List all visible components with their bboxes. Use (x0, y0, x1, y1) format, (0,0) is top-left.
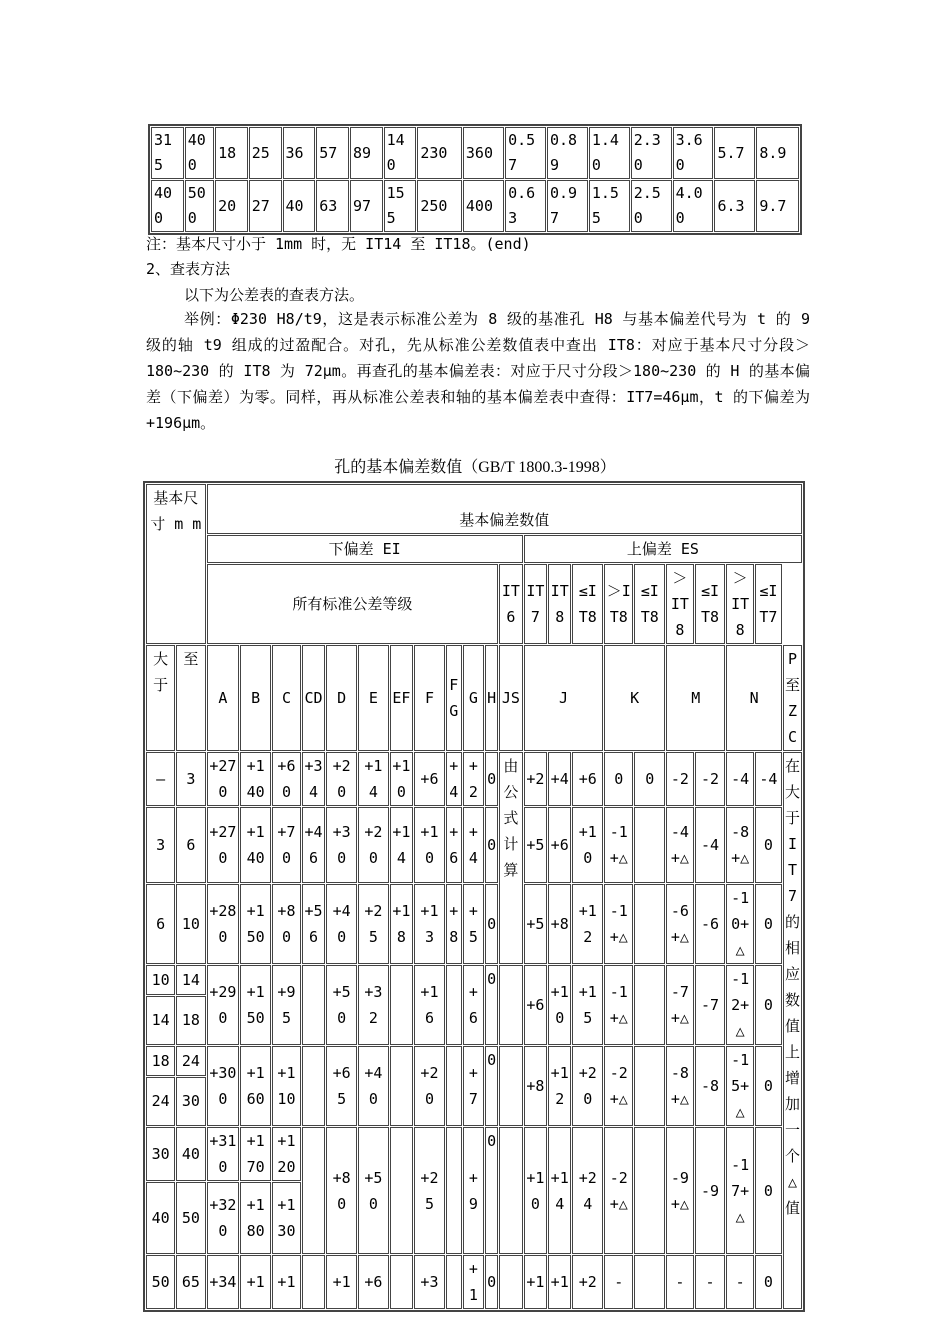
table-cell: 0 (485, 807, 498, 883)
table-cell (446, 1255, 462, 1309)
table-cell: +270 (207, 807, 240, 883)
table-cell: 3 (176, 752, 205, 806)
table-cell: +4 (446, 752, 462, 806)
table-cell: +12 (548, 1046, 571, 1126)
header-row (146, 645, 802, 751)
header-grade: ≤IT8 (634, 564, 665, 644)
table-cell: 40 (176, 1127, 205, 1181)
header-row (146, 564, 802, 644)
table-cell: 140 (384, 127, 417, 179)
table-cell: -6+△ (666, 884, 693, 964)
table-cell (499, 1046, 523, 1126)
table-cell: - (666, 1255, 693, 1309)
header-grade: ≤IT7 (755, 564, 782, 644)
table-cell: +24 (572, 1127, 603, 1254)
table-cell: -1+△ (604, 884, 633, 964)
header-letter: J (524, 645, 603, 751)
table-cell (446, 1046, 462, 1126)
table-cell: 18 (176, 996, 205, 1045)
header-letter: CD (302, 645, 325, 751)
table-cell: 0 (485, 1255, 498, 1309)
table-cell: 400 (185, 127, 214, 179)
table-cell: — (146, 752, 175, 806)
table-cell: 315 (151, 127, 184, 179)
table-cell: +95 (272, 965, 301, 1045)
table-row (146, 752, 802, 806)
table-cell: +6 (358, 1255, 389, 1309)
header-all-grades: 所有标准公差等级 (207, 564, 499, 644)
table-cell: +1 (524, 1255, 547, 1309)
header-letter: H (485, 645, 498, 751)
table-cell: 0 (755, 1127, 782, 1254)
header-grade: IT7 (524, 564, 547, 644)
table-cell: +10 (524, 1127, 547, 1254)
header-grade: ＞IT8 (726, 564, 753, 644)
table-cell: 4.00 (673, 180, 714, 232)
table-cell: -9+△ (666, 1127, 693, 1254)
table-cell: +320 (207, 1182, 240, 1254)
table-cell: +10 (414, 807, 445, 883)
table-cell: 50 (176, 1182, 205, 1254)
example-paragraph: 举例：Φ230 H8/t9，这是表示标准公差为 8 级的基准孔 H8 与基本偏差代号为 t 的 9 级的轴 t9 组成的过盈配合。对孔，先从标准公差数值表中查出 IT8：对应于基本尺寸分段＞180~230 的 IT8 为 72μm。再查孔的基本偏差表：对应于尺寸分段＞180~230 的 H 的基本偏差（下偏差）为零。同样，再从标准公差表和轴的基本偏差表中查得：IT7=46μm，t 的下偏差为+196μm。 (146, 310, 810, 432)
table-cell: +14 (390, 807, 413, 883)
table-cell: -1+△ (604, 965, 633, 1045)
table-cell (499, 1255, 523, 1309)
hole-deviation-table (143, 481, 805, 1312)
table-cell: 63 (316, 180, 349, 232)
table-cell: - (695, 1255, 726, 1309)
table-cell: +1 (326, 1255, 357, 1309)
table-cell: 0.97 (547, 180, 588, 232)
table-cell: +20 (326, 752, 357, 806)
table-cell: +5 (524, 807, 547, 883)
table-cell: +65 (326, 1046, 357, 1126)
table-cell: +5 (524, 884, 547, 964)
table-cell (634, 807, 665, 883)
table-cell: -17+△ (726, 1127, 753, 1254)
table-cell: +70 (272, 807, 301, 883)
table-cell: +150 (240, 884, 271, 964)
table-cell: -8 (695, 1046, 726, 1126)
table-cell: +8 (446, 884, 462, 964)
table-cell: 5.7 (714, 127, 755, 179)
table-cell: 0 (485, 752, 498, 806)
table-cell: 36 (283, 127, 316, 179)
header-letter: E (358, 645, 389, 751)
table-row (146, 1046, 802, 1076)
table-cell: 18 (215, 127, 248, 179)
header-deviation-values: 基本偏差数值 (207, 484, 802, 534)
table-cell: 0 (634, 752, 665, 806)
table-cell: 0 (755, 1046, 782, 1126)
table-cell: 8.9 (756, 127, 799, 179)
table-cell: -2+△ (604, 1127, 633, 1254)
table-cell: 10 (146, 965, 175, 995)
table-cell: +1 (272, 1255, 301, 1309)
table-cell (302, 1127, 325, 1254)
table-cell: +7 (463, 1046, 484, 1126)
header-letter: FG (446, 645, 462, 751)
header-upper-deviation: 上偏差 ES (524, 535, 802, 563)
table-cell: +40 (358, 1046, 389, 1126)
table-cell: 360 (463, 127, 504, 179)
header-letter: C (272, 645, 301, 751)
table-cell: +140 (240, 752, 271, 806)
table-cell: +1 (240, 1255, 271, 1309)
table-cell (634, 884, 665, 964)
table-cell: +110 (272, 1046, 301, 1126)
table-cell: +300 (207, 1046, 240, 1126)
table-cell: -2 (666, 752, 693, 806)
table-cell: 400 (463, 180, 504, 232)
table-cell: +10 (548, 965, 571, 1045)
table-cell: -7+△ (666, 965, 693, 1045)
table-cell: -15+△ (726, 1046, 753, 1126)
table-cell: 20 (215, 180, 248, 232)
table-cell: 0.57 (505, 127, 546, 179)
table-row (151, 180, 799, 232)
table-cell: +2 (524, 752, 547, 806)
table-cell (499, 965, 523, 1045)
header-grade: ≤IT8 (695, 564, 726, 644)
table-cell: +25 (414, 1127, 445, 1254)
table-cell (634, 1255, 665, 1309)
table-cell: 0 (485, 1046, 498, 1126)
table-cell: +20 (358, 807, 389, 883)
header-letter: A (207, 645, 240, 751)
table-cell: 40 (283, 180, 316, 232)
table-cell: 14 (146, 996, 175, 1045)
header-letter: G (463, 645, 484, 751)
table-cell: 30 (176, 1077, 205, 1126)
table-cell: +80 (272, 884, 301, 964)
table-cell: +50 (358, 1127, 389, 1254)
table-cell: -2 (695, 752, 726, 806)
table-cell: 0 (604, 752, 633, 806)
table-cell: -10+△ (726, 884, 753, 964)
table-cell: 250 (417, 180, 462, 232)
table-cell: -9 (695, 1127, 726, 1254)
table-cell: +3 (414, 1255, 445, 1309)
table-cell: -8+△ (666, 1046, 693, 1126)
table-cell: 0 (755, 807, 782, 883)
table-cell: 9.7 (756, 180, 799, 232)
table-cell: +1 (463, 1255, 484, 1309)
table-cell: +170 (240, 1127, 271, 1181)
table-cell: +12 (572, 884, 603, 964)
table-cell: +56 (302, 884, 325, 964)
table-cell: 0 (755, 965, 782, 1045)
table-cell: +6 (572, 752, 603, 806)
table-cell: 500 (185, 180, 214, 232)
table-cell: 0.89 (547, 127, 588, 179)
table-cell: -4 (695, 807, 726, 883)
table-cell: +6 (548, 807, 571, 883)
header-grade: ＞IT8 (604, 564, 633, 644)
header-letter: B (240, 645, 271, 751)
table-cell: +140 (240, 807, 271, 883)
table-cell: +34 (302, 752, 325, 806)
table-cell: -8+△ (726, 807, 753, 883)
pzc-note: 在大于IT7的相应数值上增加一个△值 (783, 752, 802, 1309)
table-cell: - (726, 1255, 753, 1309)
table-cell: +14 (548, 1127, 571, 1254)
table-cell: +32 (358, 965, 389, 1045)
table-caption: 孔的基本偏差数值（GB/T 1800.3-1998） (334, 459, 616, 476)
table-cell: +46 (302, 807, 325, 883)
table-cell: +130 (272, 1182, 301, 1254)
table-cell: 25 (249, 127, 282, 179)
header-grade: ＞IT8 (666, 564, 693, 644)
tolerance-table-continued (148, 124, 802, 235)
table-cell: +10 (572, 807, 603, 883)
table-cell (302, 965, 325, 1045)
table-cell: 0 (755, 884, 782, 964)
table-cell: +6 (463, 965, 484, 1045)
header-letter: K (604, 645, 665, 751)
table-row (146, 965, 802, 995)
table-cell: -12+△ (726, 965, 753, 1045)
intro-paragraph: 以下为公差表的查表方法。 (184, 286, 365, 304)
header-letter: P至ZC (783, 645, 802, 751)
header-grade: IT8 (548, 564, 571, 644)
section-heading: 2、查表方法 (146, 260, 231, 278)
table-cell: -4 (755, 752, 782, 806)
table-cell: +150 (240, 965, 271, 1045)
table-cell (634, 965, 665, 1045)
table-cell: 0 (485, 965, 498, 1045)
table-cell: +1 (548, 1255, 571, 1309)
table-cell: +4 (463, 807, 484, 883)
table-cell (446, 1127, 462, 1254)
table-cell: +5 (463, 884, 484, 964)
table-cell: -7 (695, 965, 726, 1045)
table-cell: +4 (548, 752, 571, 806)
table-row (146, 884, 802, 964)
table-cell: 27 (249, 180, 282, 232)
table-cell: +6 (446, 807, 462, 883)
table-cell (390, 1046, 413, 1126)
table-cell: 50 (146, 1255, 175, 1309)
table-cell: 3.60 (673, 127, 714, 179)
table-cell (390, 1127, 413, 1254)
header-row (146, 484, 802, 534)
table-cell: +20 (572, 1046, 603, 1126)
table-cell: +160 (240, 1046, 271, 1126)
table-cell: +280 (207, 884, 240, 964)
table-cell (446, 965, 462, 1045)
table-cell: +60 (272, 752, 301, 806)
table-cell: +40 (326, 884, 357, 964)
table-cell: -2+△ (604, 1046, 633, 1126)
table-cell: +290 (207, 965, 240, 1045)
table-cell (634, 1127, 665, 1254)
table-cell: +8 (524, 1046, 547, 1126)
table-cell: 24 (176, 1046, 205, 1076)
table-cell: +18 (390, 884, 413, 964)
table-cell (302, 1255, 325, 1309)
table-cell: +310 (207, 1127, 240, 1181)
header-grade: ≤IT8 (572, 564, 603, 644)
table-cell: 230 (417, 127, 462, 179)
table-cell: -4 (726, 752, 753, 806)
table-cell: +2 (572, 1255, 603, 1309)
table-cell: 65 (176, 1255, 205, 1309)
table-cell: +25 (358, 884, 389, 964)
header-letter: D (326, 645, 357, 751)
header-letter: M (666, 645, 725, 751)
table-cell: 6.3 (714, 180, 755, 232)
table-cell: 6 (176, 807, 205, 883)
js-formula-note: 由公式计算 (499, 752, 523, 964)
table-cell: 3 (146, 807, 175, 883)
table-cell: 30 (146, 1127, 175, 1181)
table-cell: +34 (207, 1255, 240, 1309)
table-cell: 40 (146, 1182, 175, 1254)
table-cell: 0 (485, 884, 498, 964)
header-row (146, 535, 802, 563)
table-cell (499, 1127, 523, 1254)
header-letter: N (726, 645, 782, 751)
table-cell: 6 (146, 884, 175, 964)
table-cell: -1+△ (604, 807, 633, 883)
table-cell: +8 (548, 884, 571, 964)
table-cell: +6 (414, 752, 445, 806)
table-cell: +20 (414, 1046, 445, 1126)
header-lower-deviation: 下偏差 EI (207, 535, 523, 563)
table-cell (390, 1255, 413, 1309)
table-cell: 1.40 (589, 127, 630, 179)
table-cell: 0.63 (505, 180, 546, 232)
table-cell: 24 (146, 1077, 175, 1126)
table-cell: 97 (350, 180, 383, 232)
table-cell: +15 (572, 965, 603, 1045)
table-cell: 2.50 (631, 180, 672, 232)
table-row (146, 1255, 802, 1309)
table-cell: +120 (272, 1127, 301, 1181)
header-letter: JS (499, 645, 523, 751)
header-to: 至 (176, 645, 205, 751)
header-grade: IT6 (499, 564, 523, 644)
table-note: 注：基本尺寸小于 1mm 时，无 IT14 至 IT18。(end) (146, 235, 531, 253)
table-cell: -6 (695, 884, 726, 964)
table-cell: 10 (176, 884, 205, 964)
table-row (146, 1127, 802, 1181)
table-cell: +16 (414, 965, 445, 1045)
table-cell: +50 (326, 965, 357, 1045)
table-cell: 2.30 (631, 127, 672, 179)
table-cell: 400 (151, 180, 184, 232)
table-cell: 18 (146, 1046, 175, 1076)
table-cell: 14 (176, 965, 205, 995)
table-cell (390, 965, 413, 1045)
table-cell: 0 (485, 1127, 498, 1254)
table-cell: - (604, 1255, 633, 1309)
header-from: 大于 (146, 645, 175, 751)
table-cell (634, 1046, 665, 1126)
table-cell (302, 1046, 325, 1126)
table-cell: +13 (414, 884, 445, 964)
table-cell: 155 (384, 180, 417, 232)
header-letter: F (414, 645, 445, 751)
table-cell: 0 (755, 1255, 782, 1309)
table-cell: +270 (207, 752, 240, 806)
header-letter: EF (390, 645, 413, 751)
table-cell: +6 (524, 965, 547, 1045)
table-cell: +10 (390, 752, 413, 806)
table-cell: +14 (358, 752, 389, 806)
table-cell: +30 (326, 807, 357, 883)
table-row (151, 127, 799, 179)
table-cell: +9 (463, 1127, 484, 1254)
table-cell: 57 (316, 127, 349, 179)
table-cell: +80 (326, 1127, 357, 1254)
table-cell: 1.55 (589, 180, 630, 232)
table-cell: 89 (350, 127, 383, 179)
table-cell: +180 (240, 1182, 271, 1254)
table-row (146, 807, 802, 883)
table-cell: -4+△ (666, 807, 693, 883)
table-cell: +2 (463, 752, 484, 806)
header-basic-size: 基本尺寸 m m (146, 484, 206, 644)
